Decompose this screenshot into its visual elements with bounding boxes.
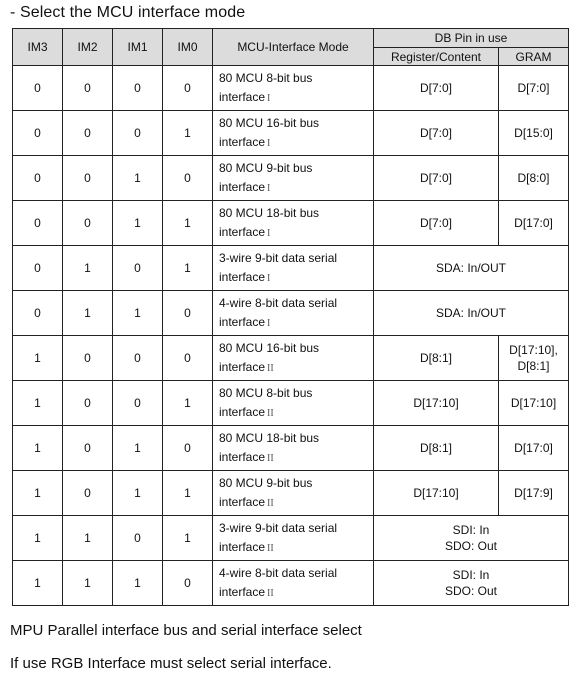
cell-im0: 1: [163, 516, 213, 561]
cell-mcu-interface-mode: [213, 291, 374, 336]
header-mcu-interface-mode: MCU-Interface Mode: [213, 29, 374, 66]
cell-im2: 0: [63, 66, 113, 111]
cell-register-content: D[8:1]: [374, 426, 499, 471]
merged-line-1: SDI: In: [452, 568, 490, 582]
mode-line-2: interface: [219, 89, 266, 104]
cell-im3: 1: [13, 336, 63, 381]
cell-im1: 0: [113, 381, 163, 426]
table-body: [13, 66, 569, 606]
gram-line-2: D[8:1]: [517, 359, 550, 373]
mode-line-2: interface: [219, 539, 266, 554]
mode-line-1: 80 MCU 16-bit bus: [219, 340, 320, 355]
cell-im2: 1: [63, 561, 113, 606]
mode-line-1: 80 MCU 18-bit bus: [219, 205, 320, 220]
interface-type-numeral: I: [267, 92, 271, 104]
mode-line-2: interface: [219, 179, 266, 194]
interface-type-numeral: II: [267, 497, 274, 509]
header-im0: IM0: [163, 29, 213, 66]
mcu-interface-table-wrapper: [12, 28, 568, 606]
table-header: [13, 29, 569, 66]
cell-gram: [499, 426, 569, 471]
mode-line-1: 80 MCU 8-bit bus: [219, 385, 313, 400]
cell-im0: 0: [163, 561, 213, 606]
cell-register-content: D[7:0]: [374, 156, 499, 201]
interface-type-numeral: I: [267, 182, 271, 194]
merged-line-2: SDO: Out: [445, 539, 498, 553]
cell-im1: 0: [113, 66, 163, 111]
merged-line-1: SDA: In/OUT: [436, 261, 507, 275]
cell-im2: 1: [63, 291, 113, 336]
cell-im1: 1: [113, 426, 163, 471]
table-row: [13, 336, 569, 381]
cell-im2: 1: [63, 246, 113, 291]
cell-im1: 1: [113, 156, 163, 201]
cell-register-content: D[17:10]: [374, 471, 499, 516]
cell-im3: 1: [13, 471, 63, 516]
cell-im1: 1: [113, 561, 163, 606]
cell-im0: 0: [163, 336, 213, 381]
cell-im1: 0: [113, 516, 163, 561]
cell-mcu-interface-mode: [213, 66, 374, 111]
cell-im0: 1: [163, 381, 213, 426]
gram-line-1: D[17:10],: [509, 343, 558, 357]
cell-im2: 0: [63, 381, 113, 426]
cell-mcu-interface-mode: [213, 111, 374, 156]
mode-line-2: interface: [219, 134, 266, 149]
header-im1: IM1: [113, 29, 163, 66]
table-row: [13, 471, 569, 516]
interface-type-numeral: II: [267, 587, 274, 599]
mode-line-2: interface: [219, 449, 266, 464]
cell-im1: 1: [113, 471, 163, 516]
mode-line-2: interface: [219, 359, 266, 374]
mode-line-1: 3-wire 9-bit data serial: [219, 520, 338, 535]
mode-line-1: 80 MCU 9-bit bus: [219, 160, 313, 175]
header-im3: IM3: [13, 29, 63, 66]
cell-im3: 0: [13, 156, 63, 201]
mode-line-1: 4-wire 8-bit data serial: [219, 295, 338, 310]
cell-db-pin-merged: [374, 291, 569, 336]
cell-im3: 1: [13, 381, 63, 426]
cell-register-content: D[7:0]: [374, 66, 499, 111]
mode-line-2: interface: [219, 584, 266, 599]
cell-im1: 0: [113, 246, 163, 291]
cell-db-pin-merged: [374, 246, 569, 291]
cell-im2: 0: [63, 336, 113, 381]
interface-type-numeral: I: [267, 227, 271, 239]
cell-mcu-interface-mode: [213, 426, 374, 471]
gram-line-1: D[8:0]: [517, 171, 550, 185]
interface-type-numeral: II: [267, 452, 274, 464]
cell-im0: 1: [163, 471, 213, 516]
cell-im2: 0: [63, 156, 113, 201]
header-gram: GRAM: [499, 48, 569, 66]
gram-line-1: D[17:0]: [514, 441, 553, 455]
gram-line-1: D[7:0]: [517, 81, 550, 95]
table-row: [13, 426, 569, 471]
footnote-rgb-interface: If use RGB Interface must select serial interface.: [10, 655, 332, 672]
cell-im2: 0: [63, 471, 113, 516]
cell-mcu-interface-mode: [213, 201, 374, 246]
cell-mcu-interface-mode: [213, 516, 374, 561]
cell-im3: 1: [13, 426, 63, 471]
cell-db-pin-merged: [374, 516, 569, 561]
cell-im3: 0: [13, 111, 63, 156]
header-register-content: Register/Content: [374, 48, 499, 66]
interface-type-numeral: II: [267, 362, 274, 374]
cell-im0: 1: [163, 111, 213, 156]
cell-im2: 0: [63, 426, 113, 471]
mode-line-2: interface: [219, 269, 266, 284]
cell-gram: [499, 66, 569, 111]
mode-line-1: 3-wire 9-bit data serial: [219, 250, 338, 265]
interface-type-numeral: II: [267, 542, 274, 554]
mode-line-1: 80 MCU 16-bit bus: [219, 115, 320, 130]
cell-db-pin-merged: [374, 561, 569, 606]
table-row: [13, 156, 569, 201]
gram-line-1: D[15:0]: [514, 126, 553, 140]
cell-mcu-interface-mode: [213, 561, 374, 606]
cell-register-content: D[7:0]: [374, 111, 499, 156]
table-row: [13, 111, 569, 156]
cell-im3: 0: [13, 291, 63, 336]
cell-im1: 1: [113, 291, 163, 336]
cell-im1: 0: [113, 111, 163, 156]
merged-line-2: SDO: Out: [445, 584, 498, 598]
cell-im2: 0: [63, 111, 113, 156]
cell-im0: 0: [163, 66, 213, 111]
mode-line-1: 4-wire 8-bit data serial: [219, 565, 338, 580]
cell-mcu-interface-mode: [213, 336, 374, 381]
cell-gram: [499, 111, 569, 156]
cell-im0: 0: [163, 156, 213, 201]
gram-line-1: D[17:9]: [514, 486, 553, 500]
mode-line-1: 80 MCU 18-bit bus: [219, 430, 320, 445]
header-db-pin-in-use: DB Pin in use: [374, 29, 569, 48]
cell-im2: 1: [63, 516, 113, 561]
cell-im3: 0: [13, 66, 63, 111]
header-im2: IM2: [63, 29, 113, 66]
merged-line-1: SDA: In/OUT: [436, 306, 507, 320]
mcu-interface-table: [12, 28, 569, 606]
cell-gram: [499, 381, 569, 426]
cell-register-content: D[17:10]: [374, 381, 499, 426]
interface-type-numeral: II: [267, 407, 274, 419]
cell-gram: [499, 201, 569, 246]
cell-mcu-interface-mode: [213, 381, 374, 426]
page-title: - Select the MCU interface mode: [10, 4, 246, 21]
cell-register-content: D[7:0]: [374, 201, 499, 246]
cell-im3: 1: [13, 516, 63, 561]
cell-im3: 1: [13, 561, 63, 606]
interface-type-numeral: I: [267, 272, 271, 284]
table-row: [13, 66, 569, 111]
cell-im1: 1: [113, 201, 163, 246]
cell-im0: 0: [163, 426, 213, 471]
cell-im3: 0: [13, 246, 63, 291]
table-row: [13, 516, 569, 561]
cell-register-content: D[8:1]: [374, 336, 499, 381]
interface-type-numeral: I: [267, 317, 271, 329]
table-row: [13, 246, 569, 291]
mode-line-2: interface: [219, 314, 266, 329]
cell-mcu-interface-mode: [213, 471, 374, 516]
footnote-parallel-serial: MPU Parallel interface bus and serial interface select: [10, 622, 362, 639]
cell-mcu-interface-mode: [213, 156, 374, 201]
mode-line-1: 80 MCU 8-bit bus: [219, 70, 313, 85]
mode-line-2: interface: [219, 404, 266, 419]
cell-im1: 0: [113, 336, 163, 381]
mode-line-1: 80 MCU 9-bit bus: [219, 475, 313, 490]
cell-im0: 0: [163, 291, 213, 336]
merged-line-1: SDI: In: [452, 523, 490, 537]
table-row: [13, 381, 569, 426]
mode-line-2: interface: [219, 224, 266, 239]
mode-line-2: interface: [219, 494, 266, 509]
table-row: [13, 291, 569, 336]
cell-gram: [499, 156, 569, 201]
cell-im0: 1: [163, 201, 213, 246]
gram-line-1: D[17:0]: [514, 216, 553, 230]
cell-gram: [499, 336, 569, 381]
cell-im0: 1: [163, 246, 213, 291]
cell-gram: [499, 471, 569, 516]
table-row: [13, 201, 569, 246]
cell-im3: 0: [13, 201, 63, 246]
cell-im2: 0: [63, 201, 113, 246]
interface-type-numeral: I: [267, 137, 271, 149]
table-row: [13, 561, 569, 606]
cell-mcu-interface-mode: [213, 246, 374, 291]
gram-line-1: D[17:10]: [510, 396, 557, 410]
